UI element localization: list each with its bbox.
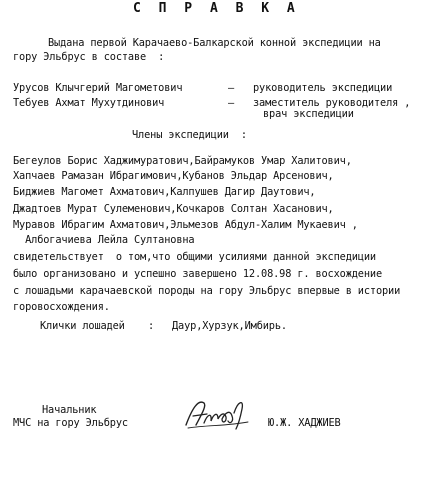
signatory-org: МЧС на гору Эльбрус [13, 417, 128, 429]
member-line-1: Бегеулов Борис Хаджимуратович,Байрамуков Умар Халитович, [13, 155, 352, 167]
leader-dash-1: – [228, 82, 235, 94]
body-line-2: было организовано и успешно завершено 12.08.98 г. восхождение [13, 268, 383, 280]
intro-line-1: Выдана первой Карачаево-Балкарской конной экспедиции на [48, 37, 381, 49]
member-line-6: Албогачиева Лейла Султановна [13, 234, 195, 246]
member-line-4: Джадтоев Мурат Сулеменович,Кочкаров Солтан Хасанович, [13, 203, 334, 215]
signatory-name: Ю.Ж. ХАДЖИЕВ [268, 417, 341, 429]
handwritten-signature [182, 395, 254, 433]
leader-role-2-cont: врач экспедиции [263, 108, 354, 120]
intro-line-2: гору Эльбрус в составе : [13, 51, 165, 63]
leader-dash-2: – [228, 97, 235, 109]
body-line-1: свидетельствует о том,что общими усилиями данной экспедиции [13, 251, 376, 263]
member-line-2: Хапчаев Рамазан Ибрагимович,Кубанов Эльдар Арсенович, [13, 170, 334, 182]
leader-name-2: Тебуев Ахмат Мухутдинович [13, 97, 165, 109]
signatory-title: Начальник [42, 404, 97, 416]
leader-name-1: Урусов Клычгерий Магометович [13, 82, 183, 94]
body-line-4: горовосхождения. [13, 301, 110, 313]
horses-names: Даур,Хурзук,Имбирь. [172, 320, 287, 332]
leader-role-1: руководитель экспедиции [253, 82, 393, 94]
body-line-3: с лошадьми карачаевской породы на гору Эльбрус впервые в истории [13, 285, 401, 297]
horses-separator: : [148, 320, 155, 332]
document-title: С П Р А В К А [133, 1, 300, 16]
horses-label: Клички лошадей [40, 320, 125, 332]
member-line-3: Биджиев Магомет Ахматович,Калпушев Дагир Даутович, [13, 186, 316, 198]
members-heading: Члены экспедиции : [132, 129, 247, 141]
leader-role-2: заместитель руководителя , [253, 97, 411, 109]
member-line-5: Муравов Ибрагим Ахматович,Эльмезов Абдул-Халим Мукаевич , [13, 219, 358, 231]
